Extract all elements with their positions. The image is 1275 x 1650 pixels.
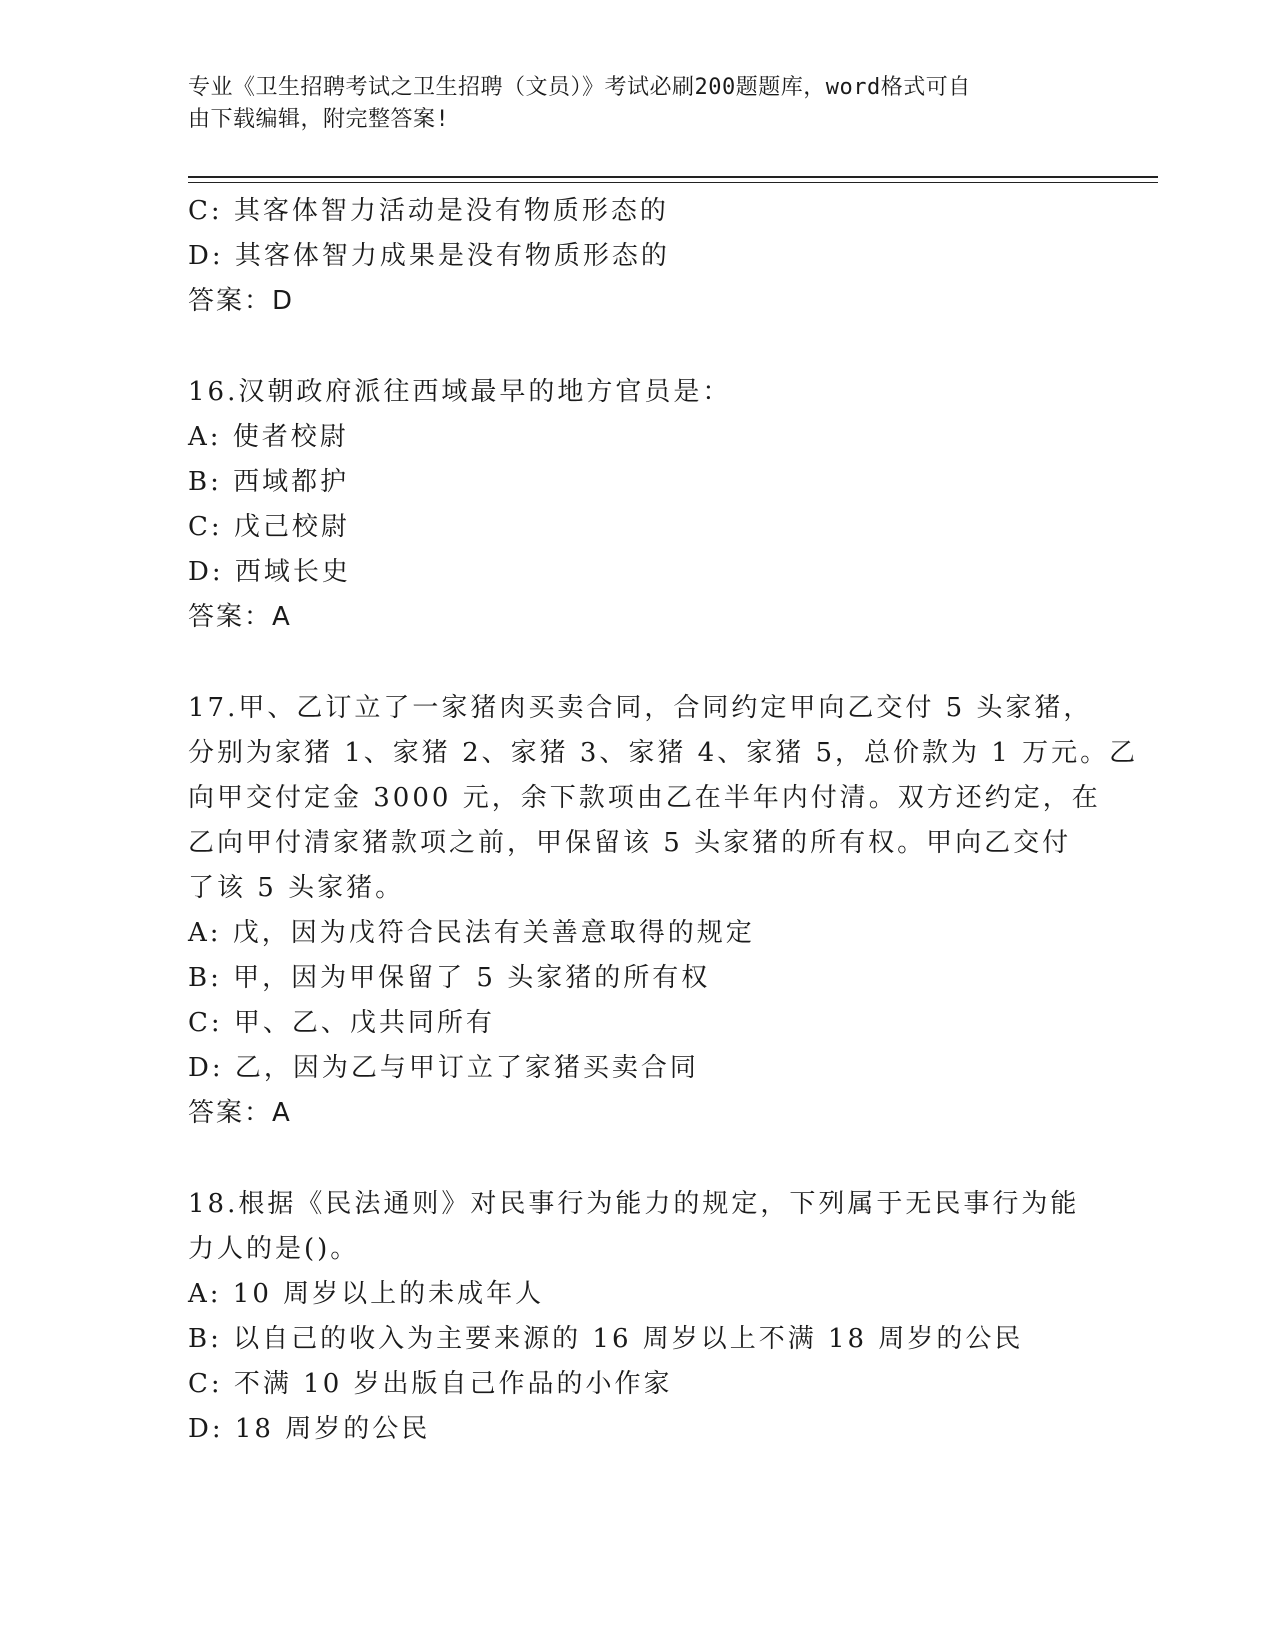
option-d: D: 其客体智力成果是没有物质形态的 <box>188 241 670 271</box>
option-d: D: 西域长史 <box>188 557 351 587</box>
option-a: A: 使者校尉 <box>188 422 349 452</box>
option-b: B: 以自己的收入为主要来源的 16 周岁以上不满 18 周岁的公民 <box>188 1324 1024 1354</box>
option-c: C: 不满 10 岁出版自己作品的小作家 <box>188 1369 673 1399</box>
option-c: C: 甲、乙、戊共同所有 <box>188 1008 495 1038</box>
option-a: A: 戊，因为戊符合民法有关善意取得的规定 <box>188 918 755 948</box>
spacer <box>188 640 1088 686</box>
header-line-2: 由下载编辑，附完整答案! <box>188 107 450 132</box>
header-rule-thin <box>188 182 1158 183</box>
question-17 <box>188 686 1139 1136</box>
option-d: D: 18 周岁的公民 <box>188 1414 431 1444</box>
question-stem-line: 向甲交付定金 3000 元，余下款项由乙在半年内付清。双方还约定，在 <box>188 783 1101 813</box>
question-18 <box>188 1182 1088 1452</box>
question-stem-line: 18.根据《民法通则》对民事行为能力的规定，下列属于无民事行为能 <box>188 1189 1080 1219</box>
option-c: C: 其客体智力活动是没有物质形态的 <box>188 196 669 226</box>
header-rule-thick <box>188 176 1158 178</box>
option-a: A: 10 周岁以上的未成年人 <box>188 1279 545 1309</box>
question-stem-line: 分别为家猪 1、家猪 2、家猪 3、家猪 4、家猪 5，总价款为 1 万元。乙 <box>188 738 1139 768</box>
header-line-1: 专业《卫生招聘考试之卫生招聘（文员）》考试必刷200题题库，word格式可自 <box>188 75 971 100</box>
answer-line: 答案：A <box>188 602 292 632</box>
question-stem-line: 乙向甲付清家猪款项之前，甲保留该 5 头家猪的所有权。甲向乙交付 <box>188 828 1072 858</box>
question-stem-line: 17.甲、乙订立了一家猪肉买卖合同，合同约定甲向乙交付 5 头家猪， <box>188 693 1093 723</box>
option-d: D: 乙，因为乙与甲订立了家猪买卖合同 <box>188 1053 699 1083</box>
option-b: B: 西域都护 <box>188 467 350 497</box>
option-b: B: 甲，因为甲保留了 5 头家猪的所有权 <box>188 963 711 993</box>
answer-line: 答案：A <box>188 1098 292 1128</box>
question-stem-line: 力人的是()。 <box>188 1234 360 1264</box>
question-stem: 16.汉朝政府派往西域最早的地方官员是： <box>188 377 732 407</box>
option-c: C: 戊己校尉 <box>188 512 350 542</box>
document-header <box>188 72 1068 136</box>
answer-line: 答案：D <box>188 286 295 316</box>
spacer <box>188 1136 1088 1182</box>
prev-question-block <box>188 189 1088 324</box>
question-16 <box>188 370 1088 640</box>
document-body <box>188 189 1139 1452</box>
question-stem-line: 了该 5 头家猪。 <box>188 873 405 903</box>
spacer <box>188 324 1088 370</box>
